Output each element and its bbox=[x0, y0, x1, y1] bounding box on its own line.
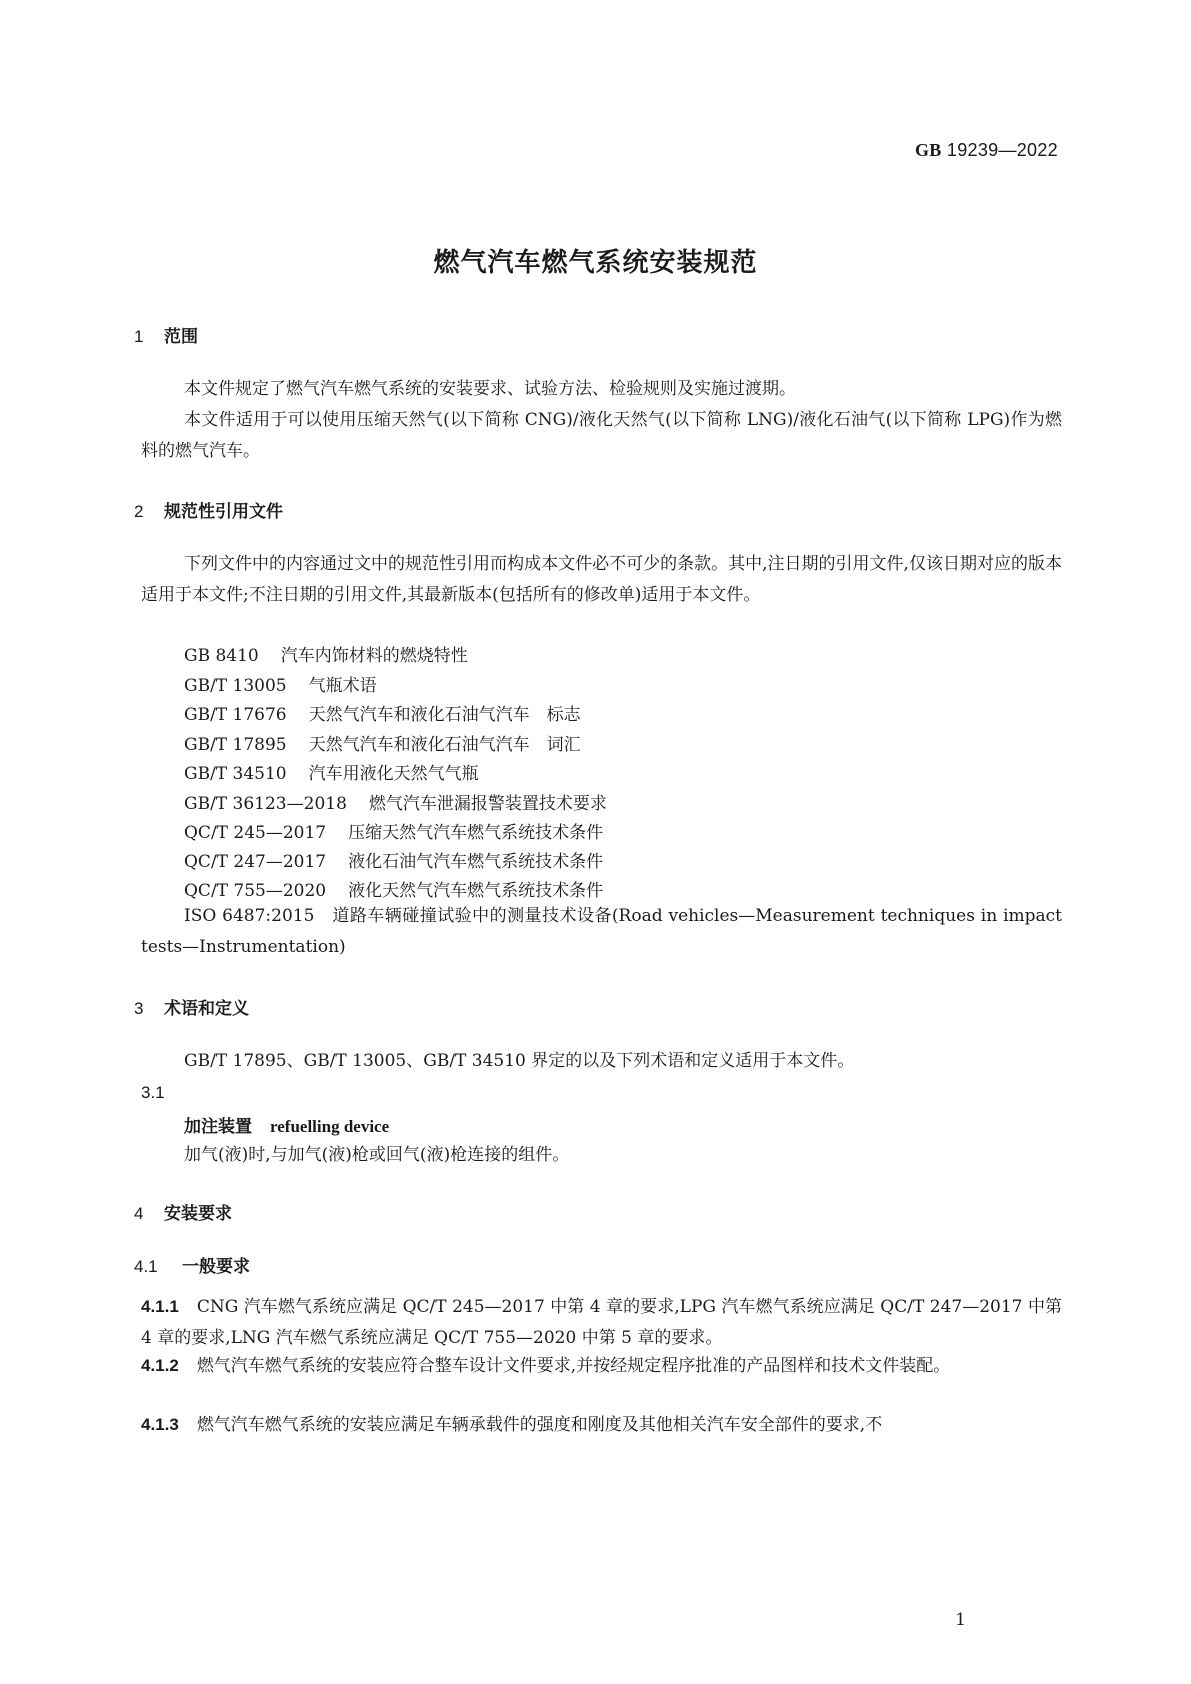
document-title: 燃气汽车燃气系统安装规范 bbox=[433, 248, 758, 278]
section-2-heading: 2 规范性引用文件 bbox=[134, 502, 283, 522]
ref-item: GB/T 34510 汽车用液化天然气气瓶 bbox=[184, 764, 479, 784]
section-3-intro: GB/T 17895、GB/T 13005、GB/T 34510 界定的以及下列术语和定义适用于本文件。 bbox=[184, 1051, 855, 1071]
page-number: 1 bbox=[955, 1610, 966, 1630]
scope-paragraph-1: 本文件规定了燃气汽车燃气系统的安装要求、试验方法、检验规则及实施过渡期。 bbox=[184, 379, 796, 399]
clause-4-1-3: 4.1.3 燃气汽车燃气系统的安装应满足车辆承载件的强度和刚度及其他相关汽车安全部件的要求,不 bbox=[141, 1415, 883, 1435]
term-english: refuelling device bbox=[270, 1117, 390, 1136]
term-definition: 加气(液)时,与加气(液)枪或回气(液)枪连接的组件。 bbox=[184, 1145, 570, 1165]
term-number: 3.1 bbox=[141, 1083, 165, 1102]
standard-number: 19239—2022 bbox=[946, 140, 1058, 160]
scope-paragraph-2: 本文件适用于可以使用压缩天然气(以下简称 CNG)/液化天然气(以下简称 LNG)/液化石油气(以下简称 LPG)作为燃料的燃气汽车。 bbox=[141, 410, 1062, 461]
standard-code: GB 19239—2022 bbox=[914, 140, 1058, 160]
section-2-intro: 下列文件中的内容通过文中的规范性引用而构成本文件必不可少的条款。其中,注日期的引用文件,仅该日期对应的版本适用于本文件;不注日期的引用文件,其最新版本(包括所有的修改单)适用于本文件。 bbox=[141, 554, 1062, 605]
ref-item: QC/T 755—2020 液化天然气汽车燃气系统技术条件 bbox=[184, 881, 604, 901]
ref-item: GB 8410 汽车内饰材料的燃烧特性 bbox=[184, 646, 468, 666]
section-1-body bbox=[141, 374, 1062, 467]
term-chinese: 加注装置 bbox=[184, 1117, 252, 1137]
ref-item: QC/T 247—2017 液化石油气汽车燃气系统技术条件 bbox=[184, 852, 604, 872]
clause-4-1-1: 4.1.1 CNG 汽车燃气系统应满足 QC/T 245—2017 中第 4 章的要求,LPG 汽车燃气系统应满足 QC/T 247—2017 中第 4 章的要求,LNG 汽车燃气系统应满足 QC/T 755—2020 中第 5 章的要求。 bbox=[141, 1297, 1062, 1348]
ref-item: GB/T 13005 气瓶术语 bbox=[184, 676, 377, 696]
section-4-heading: 4 安装要求 bbox=[134, 1204, 232, 1224]
clause-4-1-2: 4.1.2 燃气汽车燃气系统的安装应符合整车设计文件要求,并按经规定程序批准的产品图样和技术文件装配。 bbox=[141, 1356, 951, 1376]
ref-item: GB/T 17676 天然气汽车和液化石油气汽车 标志 bbox=[184, 705, 581, 725]
section-1-heading: 1 范围 bbox=[134, 327, 198, 347]
ref-item: GB/T 36123—2018 燃气汽车泄漏报警装置技术要求 bbox=[184, 794, 607, 814]
term-heading bbox=[184, 1112, 389, 1137]
subsection-4-1-heading: 4.1 一般要求 bbox=[134, 1257, 250, 1277]
iso-ref-item: ISO 6487:2015 道路车辆碰撞试验中的测量技术设备(Road vehicles—Measurement techniques in impact tests—Instrumentation) bbox=[141, 906, 1062, 957]
ref-item: QC/T 245—2017 压缩天然气汽车燃气系统技术条件 bbox=[184, 823, 604, 843]
section-3-heading: 3 术语和定义 bbox=[134, 999, 249, 1019]
ref-item: GB/T 17895 天然气汽车和液化石油气汽车 词汇 bbox=[184, 735, 581, 755]
